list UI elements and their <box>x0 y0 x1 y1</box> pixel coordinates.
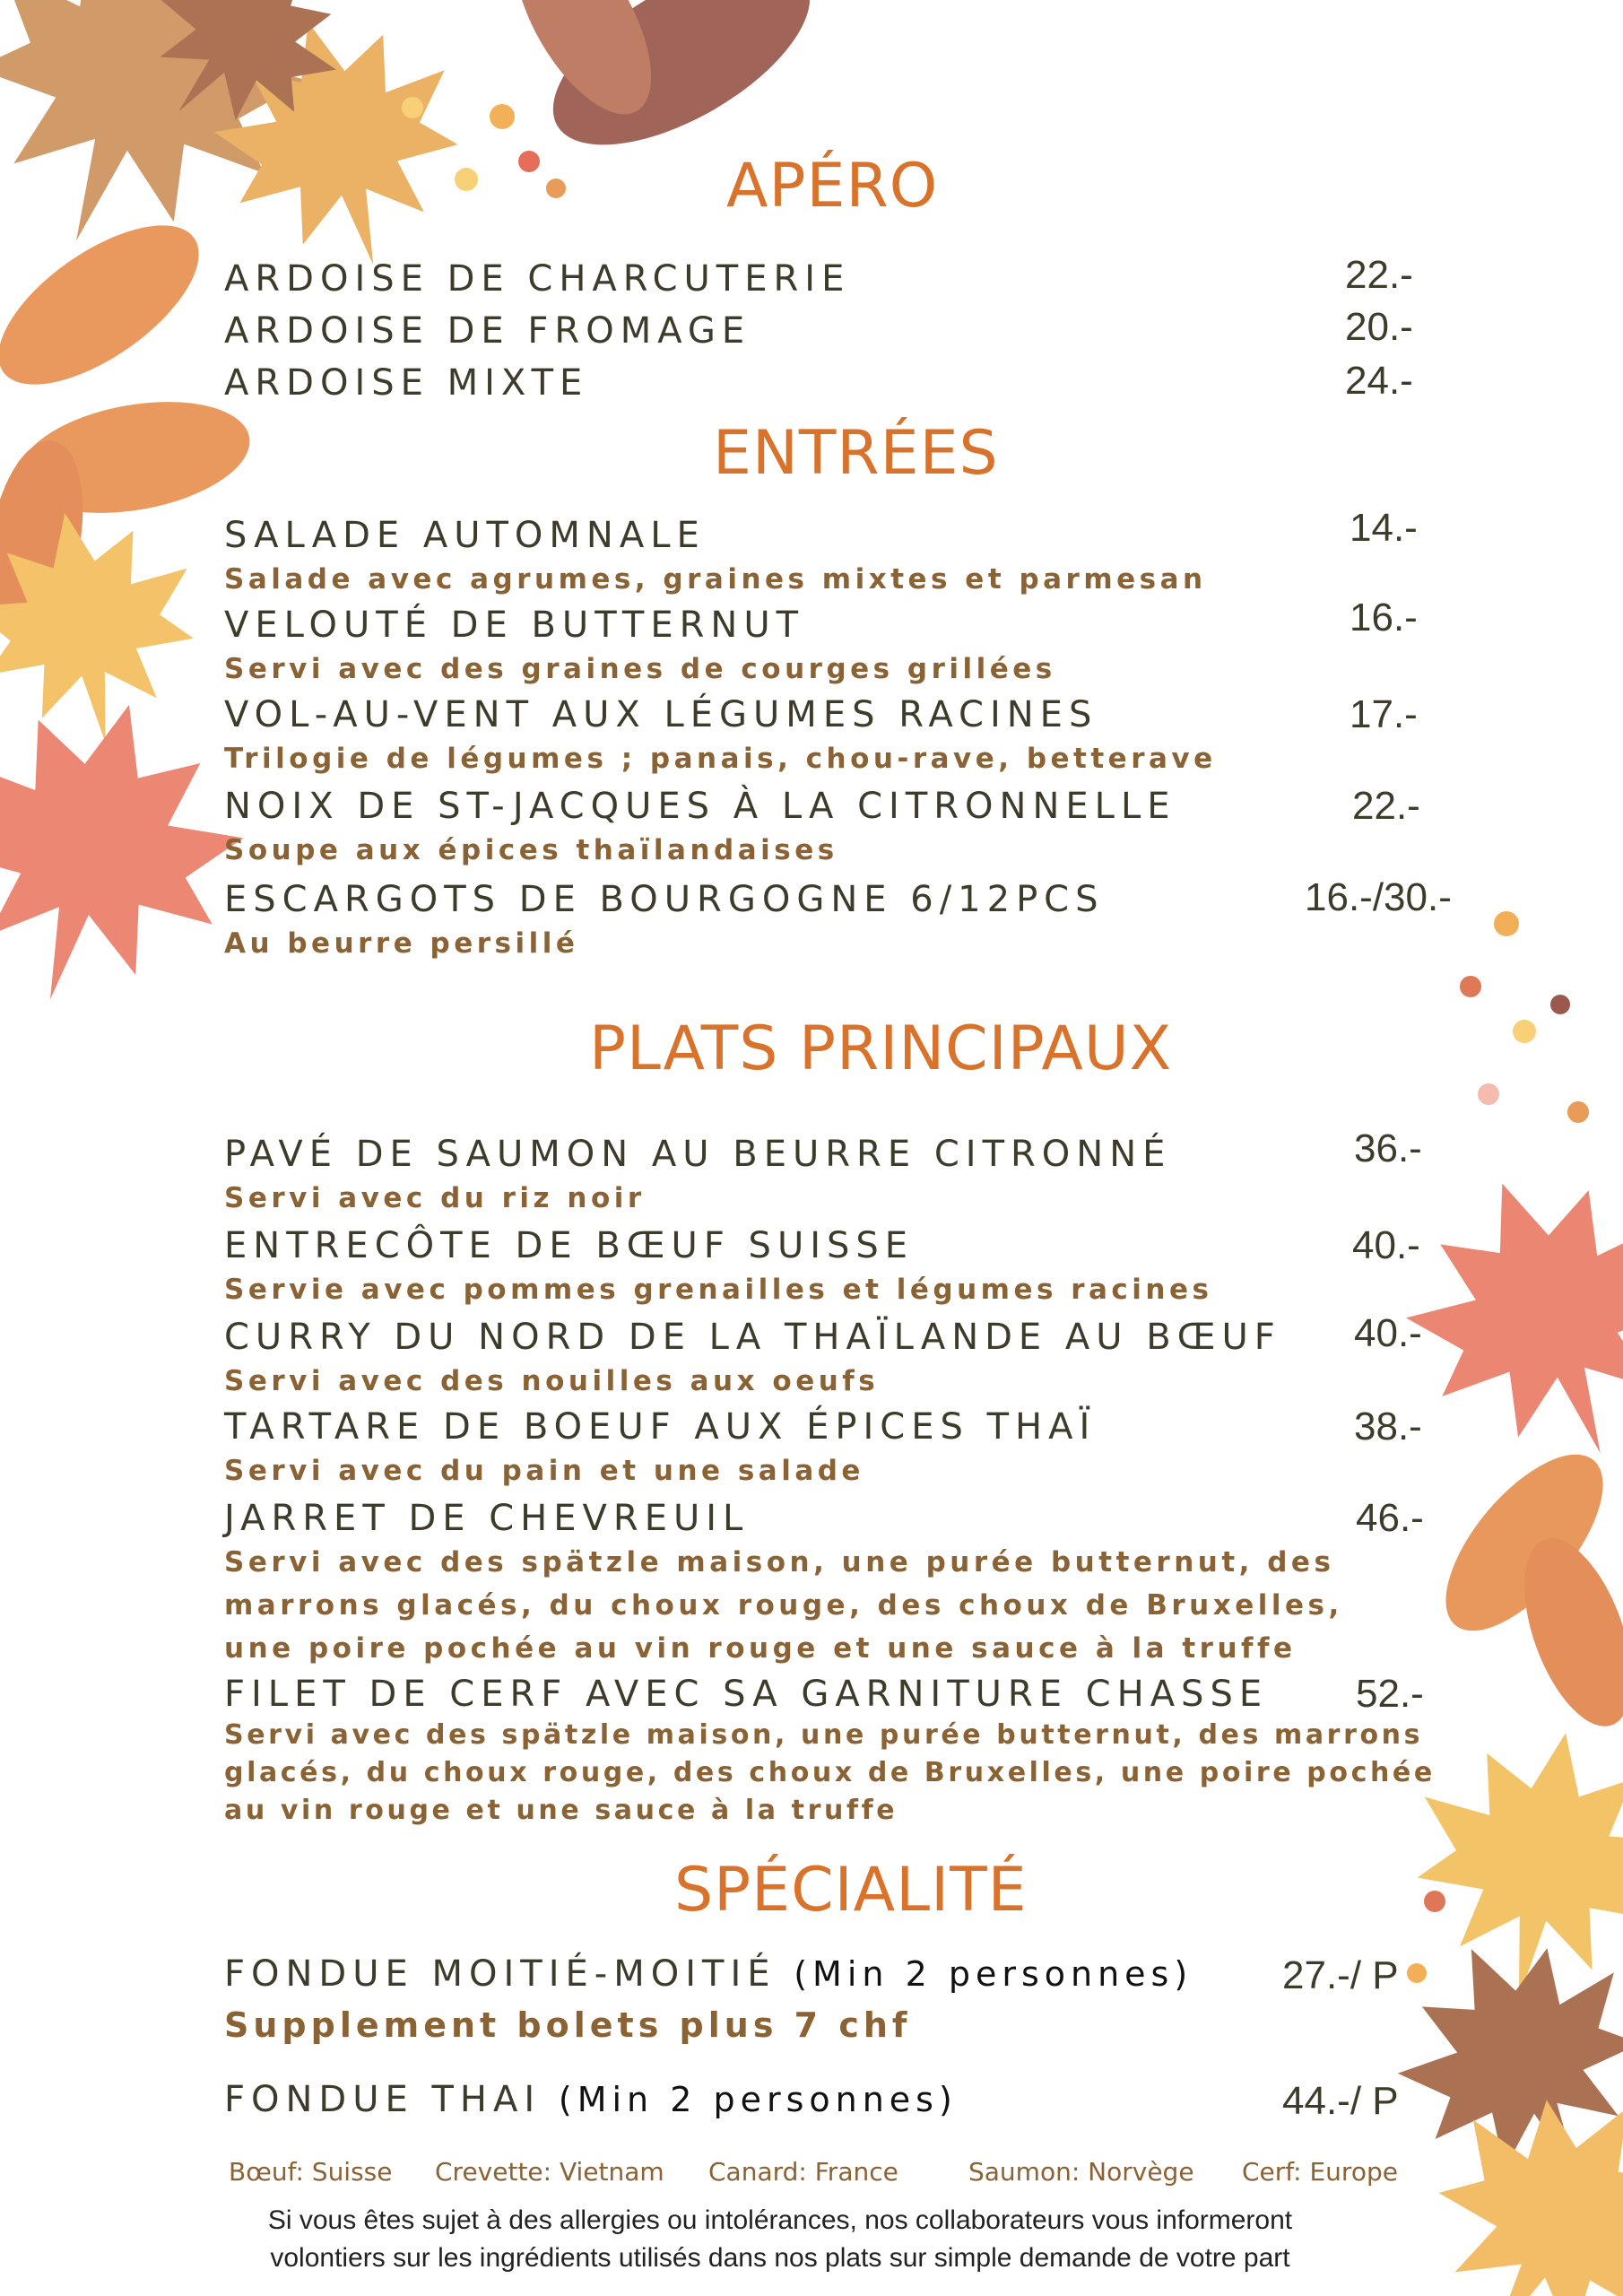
section-title-apero: APÉRO <box>726 151 939 222</box>
menu-item <box>224 2079 1480 2123</box>
item-name: ARDOISE DE CHARCUTERIE <box>224 258 851 300</box>
item-price: 40.- <box>1354 1311 1422 1355</box>
item-price: 38.- <box>1354 1405 1422 1448</box>
item-name: VELOUTÉ DE BUTTERNUT <box>224 604 805 646</box>
item-description: Servi avec des spätzle maison, une purée butternut, des marrons glacés, du choux rouge, des choux de Bruxelles, une poire pochée au vin rouge et une sauce à la truffe <box>224 1719 1436 1826</box>
item-name: SALADE AUTOMNALE <box>224 515 706 556</box>
item-name: FILET DE CERF AVEC SA GARNITURE CHASSE <box>224 1674 1269 1715</box>
item-price: 44.-/ P <box>1282 2079 1399 2123</box>
item-price: 22.- <box>1345 253 1413 297</box>
item-description: Servi avec du pain et une salade <box>224 1455 864 1487</box>
item-description: Servi avec des nouilles aux oeufs <box>224 1365 880 1397</box>
item-name: ARDOISE MIXTE <box>224 362 589 404</box>
item-description: Salade avec agrumes, graines mixtes et parmesan <box>224 563 1207 596</box>
menu-item <box>224 359 1480 404</box>
item-price: 24.- <box>1345 359 1413 403</box>
item-description: Servie avec pommes grenailles et légumes racines <box>224 1274 1213 1306</box>
menu-item <box>224 1953 1480 2047</box>
menu-item <box>224 506 1480 601</box>
item-description: Servi avec des graines de courges grillées <box>224 653 1056 685</box>
item-price: 27.-/ P <box>1282 1953 1399 1997</box>
item-price: 20.- <box>1345 305 1413 349</box>
item-description: Supplement bolets plus 7 chf <box>224 2005 912 2045</box>
allergy-notice-line: Si vous êtes sujet à des allergies ou intolérances, nos collaborateurs vous informeront <box>267 2205 1293 2235</box>
item-price: 36.- <box>1354 1126 1422 1170</box>
item-name-text: FONDUE MOITIÉ-MOITIÉ <box>224 1953 777 1995</box>
menu-item <box>224 1311 1480 1403</box>
item-price: 40.- <box>1352 1223 1420 1267</box>
menu-item <box>224 875 1480 965</box>
origin-item: Cerf: Europe <box>1242 2157 1398 2187</box>
item-name: ENTRECÔTE DE BŒUF SUISSE <box>224 1225 915 1266</box>
item-price: 17.- <box>1350 692 1418 736</box>
origin-item: Saumon: Norvège <box>968 2157 1194 2187</box>
section-title-entrees: ENTRÉES <box>713 418 999 489</box>
origin-item: Crevette: Vietnam <box>435 2157 664 2187</box>
item-name-text: FONDUE THAI <box>224 2079 542 2120</box>
menu-item <box>224 1674 1480 1830</box>
item-name: ESCARGOTS DE BOURGOGNE 6/12PCS <box>224 879 1105 920</box>
item-name: TARTARE DE BOEUF AUX ÉPICES THAÏ <box>224 1406 1097 1448</box>
section-title-plats-principaux: PLATS PRINCIPAUX <box>589 1013 1173 1084</box>
item-price: 14.- <box>1350 506 1418 550</box>
menu-item <box>224 786 1480 872</box>
menu-item <box>224 1225 1480 1311</box>
item-description: Au beurre persillé <box>224 927 579 960</box>
item-description: Servi avec des spätzle maison, une purée butternut, des marrons glacés, du choux rouge, des choux de Bruxelles, une poire pochée au vin rouge et une sauce à la truffe <box>224 1546 1343 1665</box>
item-name: JARRET DE CHEVREUIL <box>224 1498 750 1539</box>
item-name: NOIX DE ST-JACQUES À LA CITRONNELLE <box>224 786 1176 827</box>
menu-item <box>224 694 1480 780</box>
item-description: Soupe aux épices thaïlandaises <box>224 834 838 866</box>
origin-item: Canard: France <box>708 2157 898 2187</box>
item-name: ARDOISE DE FROMAGE <box>224 310 751 352</box>
allergy-notice-line: volontiers sur les ingrédients utilisés dans nos plats sur simple demande de votre part <box>270 2243 1290 2273</box>
menu-item <box>224 596 1480 691</box>
section-title-specialite: SPÉCIALITÉ <box>674 1855 1028 1926</box>
item-name: CURRY DU NORD DE LA THAÏLANDE AU BŒUF <box>224 1317 1281 1358</box>
item-description: Trilogie de légumes ; panais, chou-rave, betterave <box>224 743 1217 775</box>
item-name: VOL-AU-VENT AUX LÉGUMES RACINES <box>224 694 1098 735</box>
menu-item <box>224 1406 1480 1492</box>
menu-item <box>224 1498 1480 1670</box>
item-price: 46.- <box>1356 1496 1424 1540</box>
item-price: 16.-/30.- <box>1305 875 1452 919</box>
origin-item: Bœuf: Suisse <box>229 2157 393 2187</box>
item-description: Servi avec du riz noir <box>224 1182 646 1214</box>
menu-item <box>224 305 1480 352</box>
item-name: PAVÉ DE SAUMON AU BEURRE CITRONNÉ <box>224 1134 1172 1175</box>
item-min-persons: (Min 2 personnes) <box>794 1954 1193 1994</box>
item-price: 16.- <box>1350 596 1418 639</box>
menu-item <box>224 1126 1480 1220</box>
item-price: 22.- <box>1352 784 1420 828</box>
allergy-notice <box>224 2202 1336 2277</box>
item-min-persons: (Min 2 personnes) <box>558 2080 958 2119</box>
item-price: 52.- <box>1356 1672 1424 1716</box>
menu-item <box>224 253 1480 300</box>
